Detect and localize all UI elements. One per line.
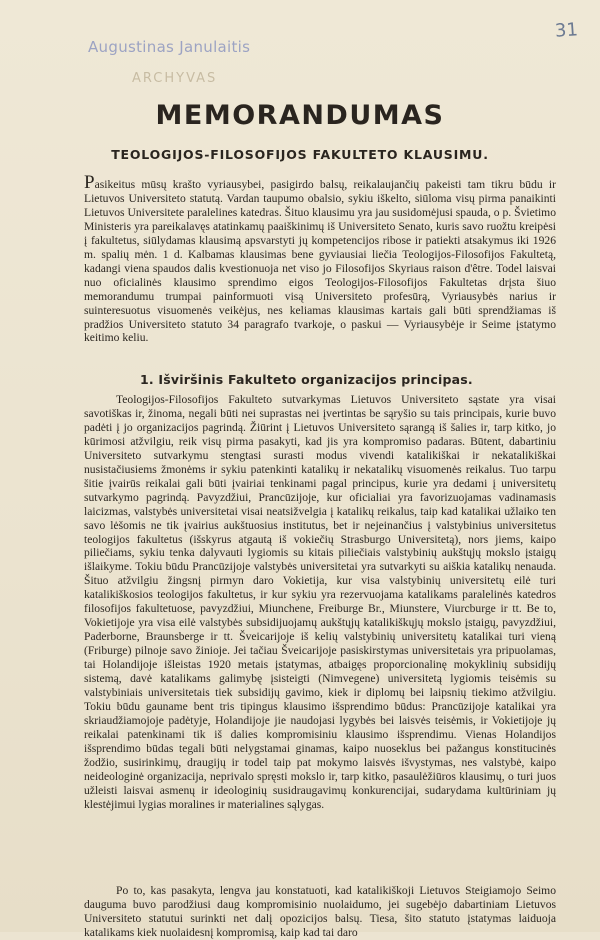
section-paragraph: Teologijos-Filosofijos Fakulteto sutvarkymas Lietuvos Universiteto sąstate yra visai savotiškas ir, žinoma, negali būti nei suprastas nei įvertintas be sąryšio su tais principais, kurie buvo padėti į jo organizacijos pagrindą. Žiūrint į Lietuvos Universiteto sąrangą iš šalies ir, tarp kitko, jo kūrimosi atžvilgiu, reik visų pirma pasakyti, kad jis yra kompromiso padaras. Būtent, dabartiniu Universiteto sutvarkymu stengtasi surasti modus vivendi katalikiškai ir nekatalikiškai nusistačiusiems žmonėms ir sykiu patenkinti katalikų ir nekatalikų visuomenės reikalus. Tuo tarpu šitie įvairūs reikalai gali būti įvairiai tenkinami pagal principus, kurie yra dedami į universitetų sutvarkymo pagrindą. Pavyzdžiui, Prancūzijoje, kur oficialiai yra favorizuojamas vadinamasis laicizmas, valstybės universitetai visai neatsižvelgia į katalikų reikalus, taip kad katalikai užlaiko ten savo lėšomis ne tik įvairius aukštuosius institutus, bet ir nejeinančius į valstybinius universitetus teologijos fakultetus (išskyrus atgautą iš vokiečių Strasburgo Universitetą), nors jiems, kaipo piliečiams, sykiu tenka dalyvauti lygiomis su kitais piliečiais valstybinių aukštųjų mokslo įstaigų išlaikyme. Tokiu būdu Prancūzijoje valstybės universitetai yra sutvarkyti su aiškia katalikų nenauda. Šituo atžvilgiu žingsnį pirmyn daro Vokietija, kur visa valstybinių universitetų eilė turi katalikiškosios teologijos fakultetus, ir kur sykiu yra rezervuojama katalikams paralelinės katedros filosofijos fakultetuose, pavyzdžiui, Miunchene, Freiburge Br., Miunstere, Viurcburge ir tt. Be to, Vokietijoje yra visa eilė valstybės subsidijuojamų aukštųjų katalikiškųjų mokslo įstaigų, pavyzdžiui, Paderborne, Braunsberge ir tt. Šveicarijoje iš kelių valstybinių universitetų katalikai turi vieną (Friburge) pilnoje savo žinioje. Jei tačiau Šveicarijoje pasiskirstymas universitetais yra pripuolamas, tai Holandijoje išleistas 1920 metais įstatymas, atbaigęs proporcionalinę mokyklinių subsidijų sistemą, davė katalikams galimybę įsisteigti (Nimvegene) universitetą lygiomis teisėmis su valstybiniais universitetais tiek subsidijų gavimo, kiek ir diplomų bei laipsnių tiekimo atžvilgiu. Tokiu būdu gauname bent tris tipingus klausimo išsprendimo būdus: Prancūzijoje katalikai yra skriaudžiamojoje padėtyje, Holandijoje jie naudojasi lygybės bei laisvės teisėmis, ir Vokietijoje jų reikalai patenkinami tik iš dalies kompromisiniu klausimo išsprendimu. Vienas Holandijos išsprendimo būdas tegali būti nelygstamai ginamas, kaipo nuoseklus bei pažangus konstitucinės žodžio, susirinkimų, draugijų ir todel taip pat mokymo laisvės išvystymas, nes valstybė, kaipo neideologinė organizacija, neprivalo spręsti mokslo ir, tarp kitko, pasaulėžiūros klausimų, o turi juos užleisti laisvai asmenų ir ideologinių susidraugavimų konkurencijai, sudarydama kultūriniam jų klestėjimui lygias moralines ir materialines sąlygas. bbox=[84, 393, 556, 811]
archive-stamp: ARCHYVAS bbox=[132, 71, 218, 86]
document-subtitle: TEOLOGIJOS-FILOSOFIJOS FAKULTETO KLAUSIMU. bbox=[111, 147, 489, 162]
page-number: 31 bbox=[554, 19, 579, 42]
owner-stamp: Augustinas Janulaitis bbox=[88, 38, 251, 56]
document-title: MEMORANDUMAS bbox=[155, 100, 445, 131]
closing-paragraph: Po to, kas pasakyta, lengva jau konstatuoti, kad katalikiškoji Lietuvos Steigiamojo Seimo dauguma buvo parodžiusi daug kompromisinio nuolaidumo, jei sugebėjo dabartiniam Lietuvos Universiteto statutui surinkti net dalį opozicijos balsų. Tiesa, šito statuto įstatymas laiduoja katalikams kiek nuolaidesnį kompromisą, kaip kad tai daro bbox=[84, 884, 556, 939]
intro-paragraph: Pasikeitus mūsų krašto vyriausybei, pasigirdo balsų, reikalaujančių pakeisti tam tikru būdu ir Lietuvos Universiteto statutą. Vardan taupumo obalsio, sykiu iškelto, siūloma visų pirma panaikinti Lietuvos Universitete paralelines katedras. Šituo klausimu yra jau susidomėjusi spauda, o p. Švietimo Ministeris yra pareikalavęs atatinkamų paaiškinimų iš Universiteto Senato, kuris savo ruožtu kreipėsi į fakultetus, siūlydamas klausimą apsvarstyti jų kompetencijos ribose ir patiekti atsakymus iki 1926 m. spalių mėn. 1 d. Kalbamas klausimas bene gyviausiai liečia Teologijos-Filosofijos Fakultetą, kadangi viena spaudos dalis kvestionuoja net viso jo Filosofijos Skyriaus raison d'être. Todel laisvai nuo oficialinės klausimo sprendimo eigos Teologijos-Filosofijos Fakultetas drįsta šiuo memorandumu trumpai painformuoti visą Universiteto profesūrą, Vyriausybės narius ir suinteresuotus visuomenės veikėjus, nes keliamas klausimas kartais gali būti sprendžiamas iš pradžios Universiteto statuto 34 paragrafo tvarkoje, o paskui — Vyriausybėje ir Seime įstatymo keitimo keliu. bbox=[84, 172, 556, 345]
section-heading: 1. Išviršinis Fakulteto organizacijos principas. bbox=[140, 372, 473, 387]
